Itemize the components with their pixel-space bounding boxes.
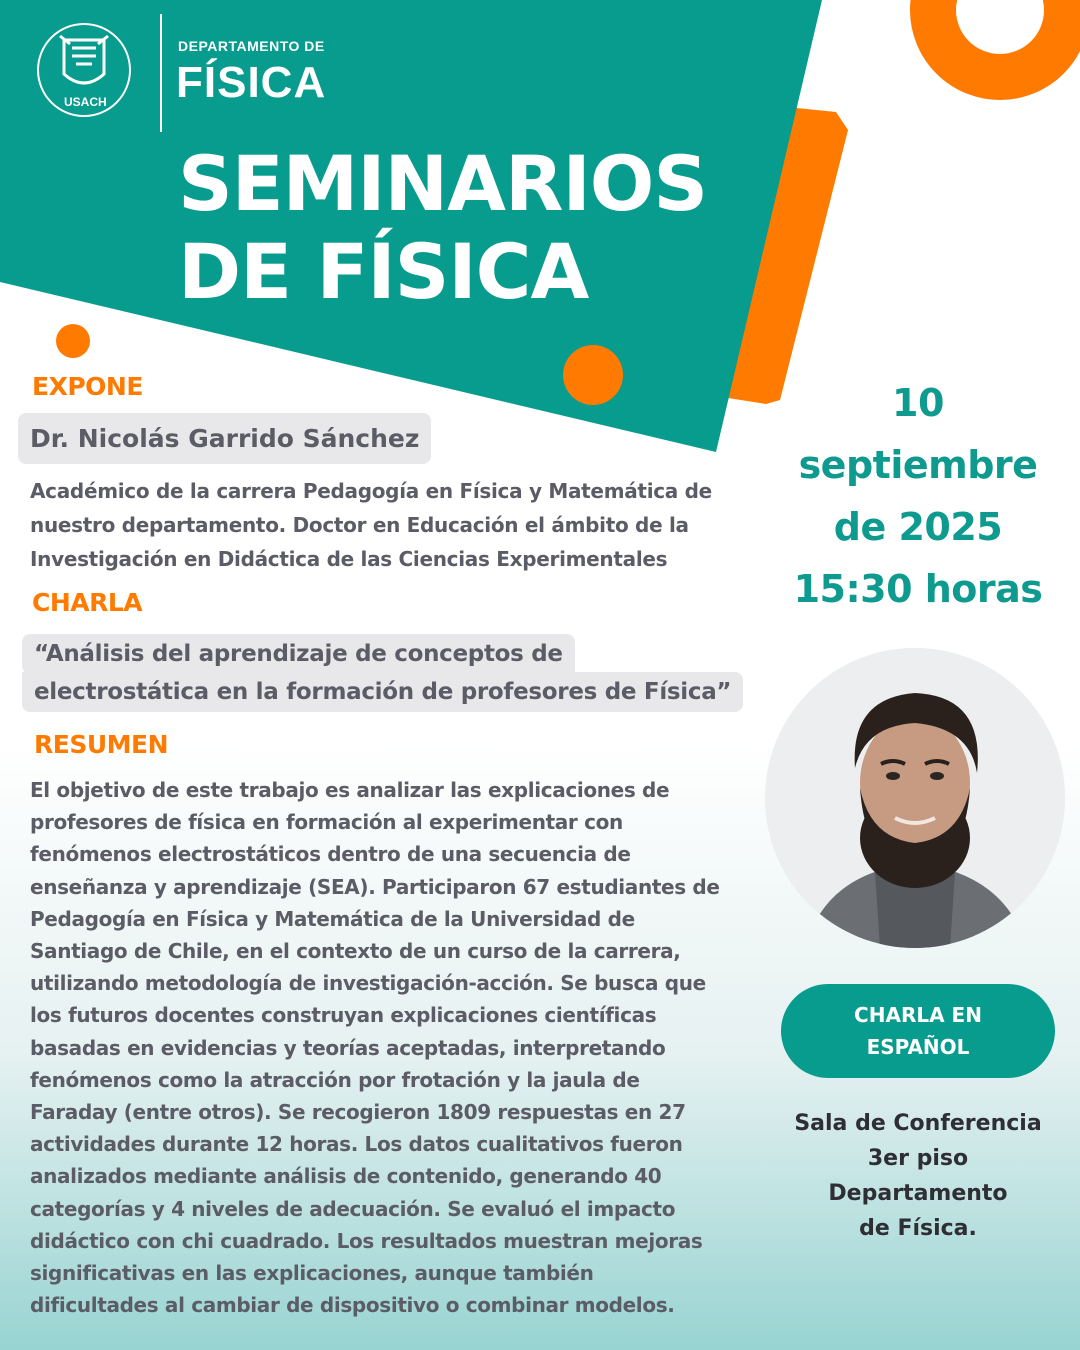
- orange-dot-small: [56, 324, 90, 358]
- page-title: [178, 140, 707, 316]
- venue-line: Sala de Conferencia: [794, 1111, 1042, 1136]
- language-line-1: CHARLA EN: [854, 1003, 982, 1027]
- abstract-line: los futuros docentes construyan explicaciones científicas: [30, 1003, 657, 1028]
- date-month: septiembre: [798, 443, 1038, 487]
- bio-line: Investigación en Didáctica de las Ciencias Experimentales: [30, 547, 668, 571]
- abstract-line: Faraday (entre otros). Se recogieron 1809 respuestas en 27: [30, 1100, 686, 1125]
- logo-emblem-label: USACH: [64, 95, 107, 109]
- abstract-line: El objetivo de este trabajo es analizar las explicaciones de: [30, 778, 670, 802]
- orange-ring: [933, 0, 1067, 77]
- department-label: DEPARTAMENTO DE: [178, 38, 325, 54]
- language-line-2: ESPAÑOL: [866, 1035, 970, 1059]
- abstract-line: analizados mediante análisis de contenido, generando 40: [30, 1164, 662, 1189]
- event-date: [780, 372, 1056, 620]
- speaker-bio: [30, 474, 790, 576]
- date-time: 15:30 horas: [793, 567, 1043, 611]
- abstract-line: profesores de física en formación al experimentar con: [30, 810, 623, 835]
- bio-line: Académico de la carrera Pedagogía en Física y Matemática de: [30, 479, 712, 503]
- abstract-line: categorías y 4 niveles de adecuación. Se evaluó el impacto: [30, 1196, 676, 1221]
- abstract-section-label: RESUMEN: [34, 730, 169, 759]
- department-name: FÍSICA: [176, 58, 327, 107]
- talk-title-line-2: electrostática en la formación de profesores de Física”: [22, 672, 743, 712]
- abstract-line: fenómenos como la atracción por frotación y la jaula de: [30, 1067, 640, 1092]
- abstract-line: fenómenos electrostáticos dentro de una secuencia de: [30, 842, 631, 867]
- bio-line: nuestro departamento. Doctor en Educación el ámbito de la: [30, 513, 689, 537]
- title-line-2: DE FÍSICA: [178, 227, 589, 316]
- abstract-text: [30, 774, 770, 1321]
- abstract-line: significativas en las explicaciones, aunque también: [30, 1261, 594, 1286]
- venue-line: 3er piso: [867, 1146, 969, 1171]
- abstract-line: actividades durante 12 horas. Los datos cualitativos fueron: [30, 1132, 683, 1157]
- speaker-portrait-icon: [765, 648, 1065, 948]
- venue-line: de Física.: [859, 1216, 977, 1241]
- title-line-1: SEMINARIOS: [178, 139, 708, 228]
- venue-line: Departamento: [828, 1181, 1008, 1206]
- abstract-line: dificultades al cambiar de dispositivo o combinar modelos.: [30, 1293, 675, 1318]
- talk-section-label: CHARLA: [32, 588, 143, 617]
- abstract-line: basadas en evidencias y teorías aceptadas, interpretando: [30, 1035, 666, 1060]
- speaker-name: Dr. Nicolás Garrido Sánchez: [18, 413, 431, 464]
- orange-dot-medium: [563, 345, 623, 405]
- abstract-line: didáctico con chi cuadrado. Los resultados muestran mejoras: [30, 1228, 703, 1253]
- abstract-line: utilizando metodología de investigación-acción. Se busca que: [30, 971, 706, 996]
- event-venue: [780, 1106, 1056, 1246]
- logo-divider: [160, 14, 162, 132]
- date-year: de 2025: [833, 505, 1003, 549]
- abstract-line: Pedagogía en Física y Matemática de la Universidad de: [30, 906, 635, 931]
- speaker-section-label: EXPONE: [32, 372, 143, 401]
- talk-title-line-1: “Análisis del aprendizaje de conceptos de: [22, 634, 575, 674]
- abstract-line: enseñanza y aprendizaje (SEA). Participaron 67 estudiantes de: [30, 874, 720, 899]
- language-badge: [781, 984, 1055, 1078]
- abstract-line: Santiago de Chile, en el contexto de un curso de la carrera,: [30, 939, 681, 964]
- date-day: 10: [892, 381, 944, 425]
